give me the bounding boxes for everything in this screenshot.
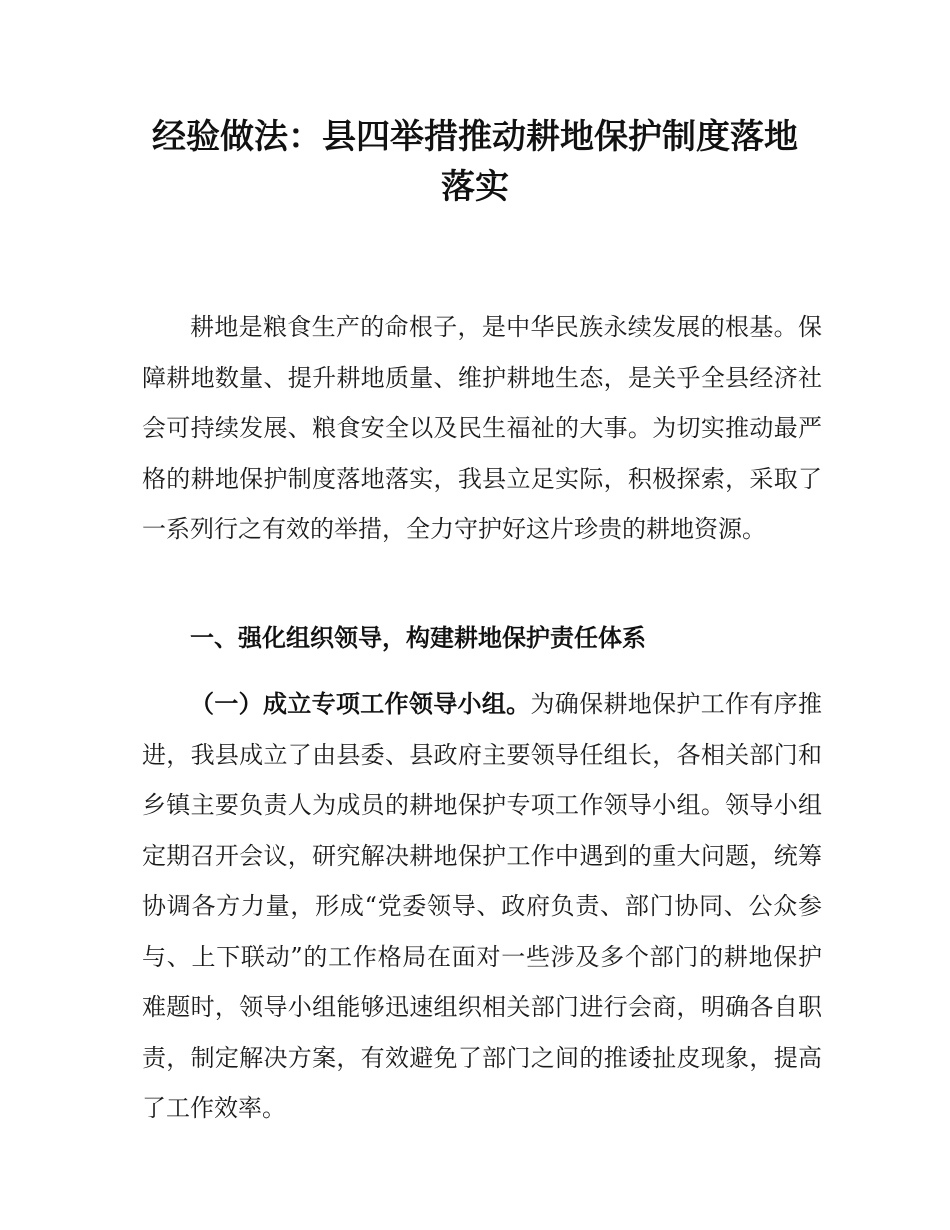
section-1-heading: 一、强化组织领导，构建耕地保护责任体系	[190, 624, 646, 652]
subsection-1-lead: （一）成立专项工作领导小组。	[190, 690, 531, 718]
subsection-1-text: 为确保耕地保护工作有序推进，我县成立了由县委、县政府主要领导任组长，各相关部门和乡镇主要负责人为成员的耕地保护专项工作领导小组。领导小组定期召开会议，研究解决耕地保护工作中遇到的重大问题，统筹协调各方力量，形成“党委领导、政府负责、部门协同、公众参与、上下联动”的工作格局在面对一些涉及多个部门的耕地保护难题时，领导小组能够迅速组织相关部门进行会商，明确各自职责，制定解决方案，有效避免了部门之间的推诿扯皮现象，提高了工作效率。	[142, 690, 823, 1122]
document-title	[120, 112, 830, 212]
title-line-1: 经验做法：县四举措推动耕地保护制度落地	[152, 117, 798, 157]
intro-paragraph: 耕地是粮食生产的命根子，是中华民族永续发展的根基。保障耕地数量、提升耕地质量、维护耕地生态，是关乎全县经济社会可持续发展、粮食安全以及民生福祉的大事。为切实推动最严格的耕地保护制度落地落实，我县立足实际，积极探索，采取了一系列行之有效的举措，全力守护好这片珍贵的耕地资源。	[142, 313, 822, 543]
title-line-2: 落实	[441, 167, 509, 207]
subsection-1-paragraph	[142, 679, 822, 1134]
